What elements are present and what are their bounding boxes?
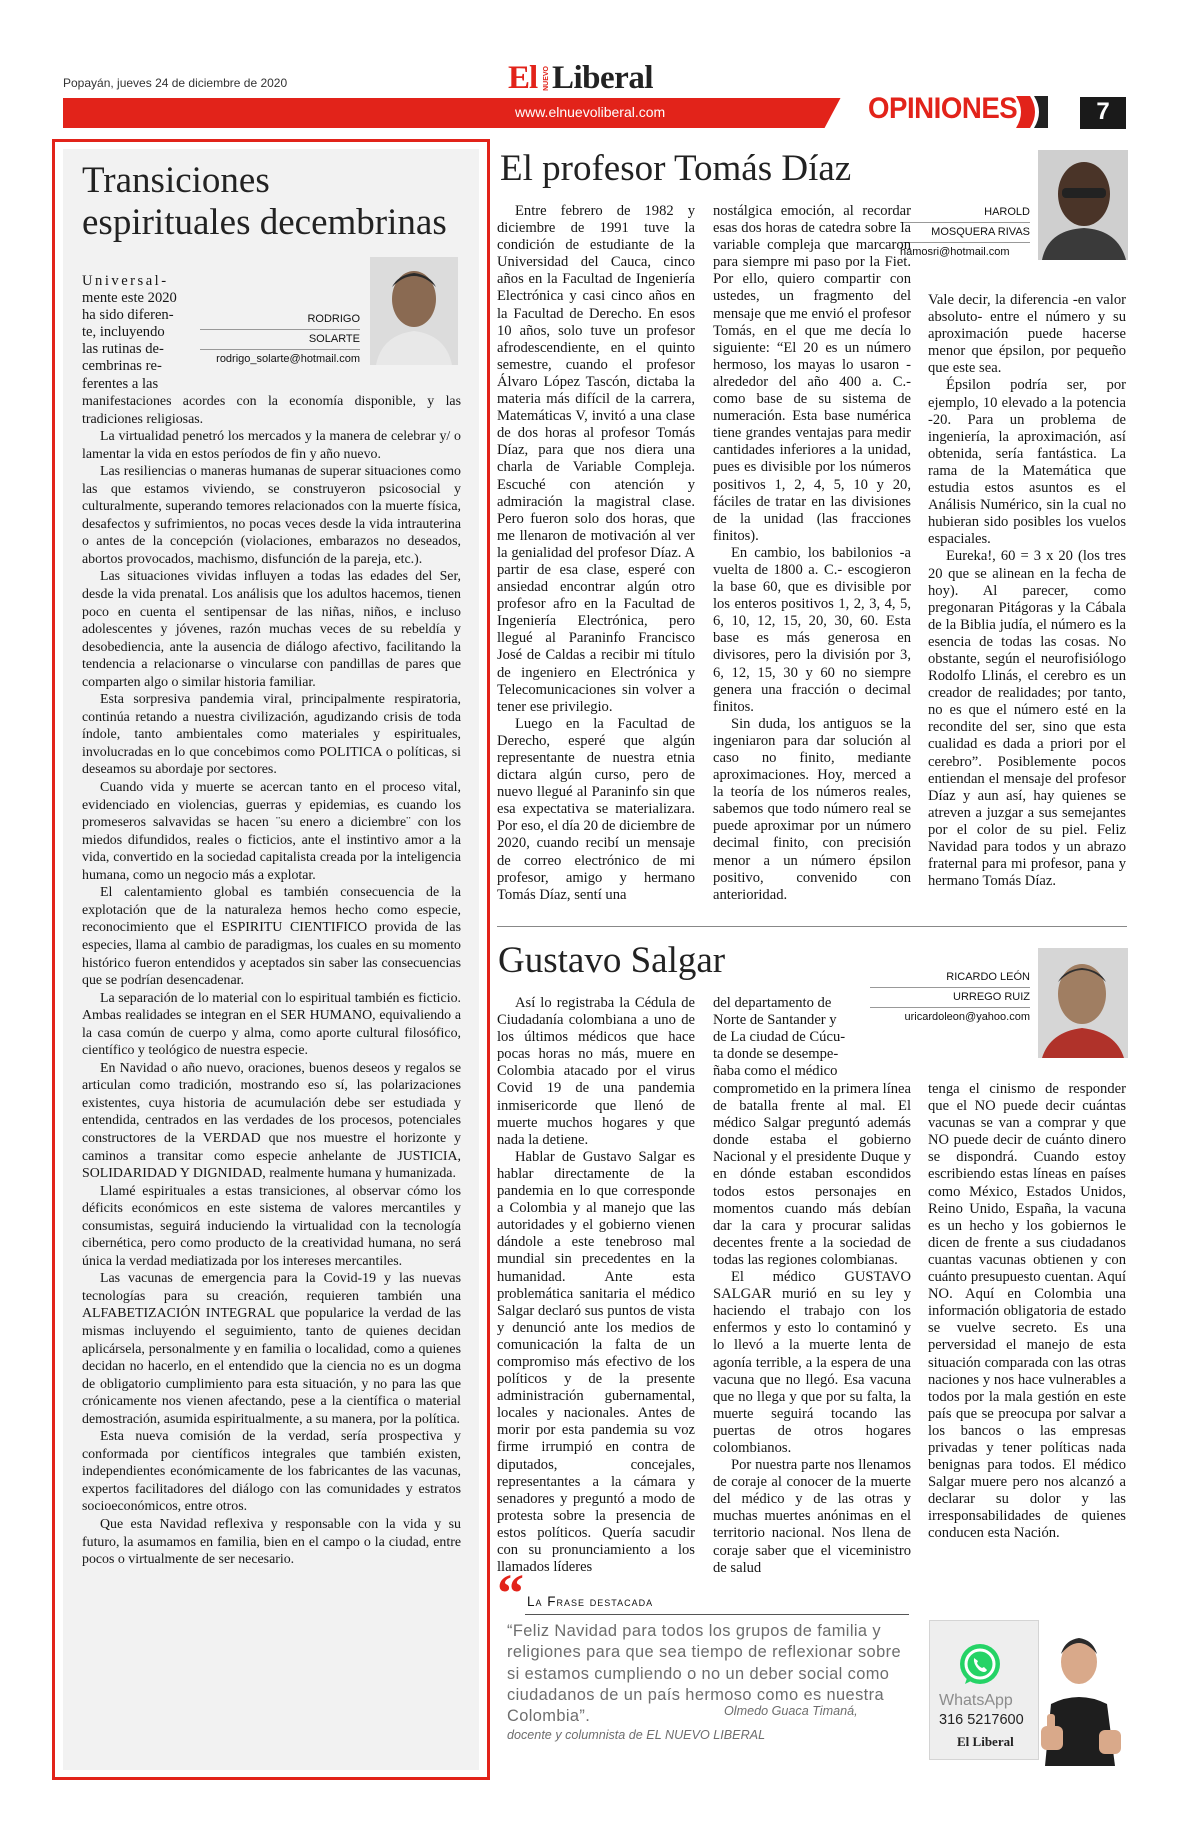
- paragraph: El calentamiento global es también consecuencia de la explotación que de la naturaleza hemos hecho como especie, reconocimiento que el ESPIRITU CIENTIFICO provida de las especies, llama al cambio de paradigmas, los cuales en su momento histórico fueron entendidos y aceptados sin saber las consecuencias que se podrían desencadenar.: [82, 885, 461, 989]
- salgar-col-1: [497, 995, 695, 1576]
- author-email[interactable]: uricardoleon@yahoo.com: [904, 1011, 1030, 1023]
- paragraph: Esta nueva comisión de la verdad, sería prospectiva y conformada por científicos integrales que también existen, independientes económicamente de los fabricantes de las vacunas, expertos facilitadores del diálogo con las comunidades y estratos socioeconómicos, entre otros.: [82, 1429, 461, 1515]
- paragraph: Así lo registraba la Cédula de Ciudadanía colombiana a uno de los últimos médicos que hace pocas horas no más, muere en Colombia atacado por el virus Covid 19 de una pandemia inmisericorde que llenó de muerte muchos hogares y que nada la detiene.: [497, 995, 695, 1148]
- author-name-line2: MOSQUERA RIVAS: [900, 223, 1030, 243]
- author-email[interactable]: rodrigo_solarte@hotmail.com: [216, 353, 360, 365]
- left-title-line1: Transiciones: [82, 160, 270, 201]
- paragraph: Hablar de Gustavo Salgar es hablar directamente de la pandemia en lo que corresponde a Colombia y al manejo que las autoridades y el gobierno vienen dándole a este tenebroso mal mundial sin precedentes en la humanidad. Ante esta problemática sanitaria el médico Salgar declaró sus puntos de vista y denunció ante los medios de comunicación la falta de un compromiso más efectivo de los políticos y de la presente administración gubernamental, locales y nacionales. Antes de morir por esta pandemia su voz firme irrumpió en contra de diputados, concejales, representantes a la cámara y senadores y preguntó a modo de protesta sobre la presencia de estos políticos. Quería sacudir con su pronunciamiento a los llamados líderes: [497, 1148, 695, 1576]
- left-article-body: [82, 393, 461, 1569]
- section-title: OPINIONES: [868, 92, 1018, 125]
- paragraph: Eureka!, 60 = 3 x 20 (los tres 20 que se alinean en la fecha de hoy). Al parecer, como pregonaran Pitágoras y la Cábala de la Biblia judía, el número es la esencia de todas las cosas. No obstante, según el neurofisiólogo Rodolfo Llinás, el cerebro es un creador de realidades; por tanto, no es que el número esté en la recondite del ser, sino que esta cualidad es dada a priori por el cerebro”. Posiblemente pocos entiendan el mensaje del profesor Díaz y aun así, hay quienes se atreven a juzgar a sus semejantes por el color de su piel. Feliz Navidad para todos y un abrazo fraternal para mi profesor, pana y hermano Tomás Díaz.: [928, 548, 1126, 890]
- quote-rule: [525, 1614, 909, 1615]
- paragraph: manifestaciones acordes con la economía disponible, y las tradiciones religiosas.: [82, 394, 461, 427]
- author-photo-rodrigo: [370, 257, 458, 365]
- paragraph: tenga el cinismo de responder que el NO puede decir cuántas vacunas se van a comprar y que NO puede decir de cuánto dinero se dispondrá. Cuando estoy escribiendo estas líneas en países como México, Estados Unidos, Reino Unido, España, la vacuna es un hecho y los gobiernos le dicen de frente a sus ciudadanos cuantas vacunas obtienen y con cuánto presupuesto cuentan. Aquí NO. Aquí en Colombia una información obligatoria de estado se vuelve secreto. Es una perversidad el manejo de esta situación comparada con las otras naciones y nos hace vulnerables a todos por la mala gestión en este país que se preocupa por salvar a los bancos o las empresas privadas y tener políticas nada benignas para todos. El médico Salgar muere pero nos alcanzó a declarar su dolor y las irresponsabilidades de quienes conducen esta Nación.: [928, 1081, 1126, 1542]
- quote-label: La Frase destacada: [527, 1594, 654, 1609]
- lead-line: ta donde se desempe-: [713, 1046, 839, 1063]
- author-name-line2: URREGO RUIZ: [870, 988, 1030, 1008]
- paragraph: Sin duda, los antiguos se la ingeniaron para dar solución al caso no finito, mediante aproximaciones. Hoy, merced a la teoría de los números reales, sabemos que todo número real se puede aproximar por un número decimal finito, con precisión menor a un número épsilon positivo, convenido con anterioridad.: [713, 715, 911, 903]
- left-article-title: [82, 160, 482, 244]
- author-photo-harold: [1038, 150, 1128, 260]
- byline-ricardo: [870, 968, 1030, 1027]
- intro-line: Universal-: [82, 273, 169, 289]
- attribution-name: Olmedo Guaca Timaná,: [724, 1704, 858, 1718]
- salgar-article-title: Gustavo Salgar: [498, 940, 726, 981]
- byline-rodrigo: [200, 310, 360, 369]
- lead-line: Norte de Santander y: [713, 1012, 837, 1029]
- paragraph: En Navidad o año nuevo, oraciones, buenos deseos y regalos se articulan como tradición, mostrando eso sí, las polarizaciones existentes, cuya historia de acumulación debe ser estudiada y entendida, centrados en las verdades de los procesos, potenciales constructores de la VERDAD que nos muestre el horizonte y caminos a transitar como especie anhelante de JUSTICIA, SOLIDARIDAD Y DIGNIDAD, realmente humana y humanizada.: [82, 1060, 461, 1182]
- masthead-logo: [508, 62, 680, 96]
- byline-harold: [900, 203, 1030, 262]
- intro-line: ha sido diferen-: [82, 307, 174, 324]
- intro-line: mente este 2020: [82, 290, 177, 307]
- quote-box: [497, 1563, 909, 1762]
- whatsapp-ad[interactable]: [927, 1618, 1127, 1766]
- logo-el: El: [508, 60, 538, 96]
- whatsapp-phone: 316 5217600: [939, 1712, 1024, 1728]
- salgar-col-2-lead: [713, 995, 853, 1080]
- author-photo-ricardo: [1038, 948, 1128, 1058]
- paragraph: Luego en la Facultad de Derecho, esperé que algún representante de nuestra etnia dictara algún curso, pero de nuevo llegué al Paraninfo sin que esa expectativa se materializara. Por eso, el día 20 de diciembre de 2020, cuando recibí un mensaje de correo electrónico de mi profesor, amigo y hermano Tomás Díaz, sentí una: [497, 715, 695, 903]
- quote-text: “Feliz Navidad para todos los grupos de familia y religiones para que sea tiempo de reflexionar sobre si estamos cumpliendo o no un deber social como ciudadanos de un país hermoso como es nuestra Colombia”.: [507, 1622, 901, 1726]
- salgar-col-2: [713, 1081, 911, 1577]
- section-arrow-icon: [1016, 96, 1068, 128]
- section-divider: [497, 926, 1127, 927]
- intro-line: las rutinas de-: [82, 341, 164, 358]
- author-email[interactable]: hamosri@hotmail.com: [900, 246, 1010, 258]
- paragraph: Que esta Navidad reflexiva y responsable con la vida y su futuro, la asumamos en familia, bien en el campo o la ciudad, entre pocos o virtualmente de ser necesario.: [82, 1517, 461, 1568]
- intro-line: cembrinas re-: [82, 358, 162, 375]
- quote-mark-icon: “: [497, 1563, 524, 1623]
- whatsapp-icon: [957, 1642, 1003, 1688]
- paragraph: Vale decir, la diferencia -en valor absoluto- entre el número y su aproximación puede hacerse menor que épsilon, por pequeño que este sea.: [928, 292, 1126, 377]
- person-thumbs-up-icon: [1035, 1618, 1127, 1766]
- ad-logo: [957, 1734, 1014, 1750]
- author-name-line1: RODRIGO: [200, 310, 360, 330]
- header-red-band: [63, 98, 848, 128]
- paragraph: nostálgica emoción, al recordar esas dos horas de catedra sobre la variable compleja que marcaron para siempre mi paso por la Fiet. Por ello, quiero compartir con ustedes, un fragmento del mensaje que me envió el profesor Tomás, en el que me decía lo siguiente: “El 20 es un número hermoso, los mayas lo usaron -alrededor del año 400 a. C.- como base de su sistema de numeración. Esta base numérica tiene grandes ventajas para medir cantidades inferiores a la unidad, pues es divisible por los números positivos 1, 2, 4, 5, 10 y 20, fáciles de tratar en las divisiones de la unidad (las fracciones finitos).: [713, 203, 911, 544]
- logo-nuevo: NUEVO: [543, 66, 550, 91]
- paragraph: Las situaciones vividas influyen a todas las edades del Ser, desde la vida prenatal. Los análisis que los adultos hacemos, tienen poco en cuenta el sentipensar de las niñas, niños, e incluso adolescentes y jóvenes, razón muchas veces de su rebeldía y desobediencia, ante la ausencia de diálogo afectivo, facilitando la tendencia a relacionarse o vincularse con pandillas de pares que comparten algo o similar historia familiar.: [82, 569, 461, 690]
- left-title-line2: espirituales decembrinas: [82, 202, 447, 243]
- paragraph: Épsilon podría ser, por ejemplo, 10 elevado a la potencia -20. Para un problema de ingeniería, la aproximación, así obtenida, sería fantástica. La rama de la Matemática que estudia estos asuntos es el Análisis Numérico, sin la cual no hubieran sido posibles los vuelos espaciales.: [928, 377, 1126, 548]
- intro-line: te, incluyendo: [82, 324, 165, 341]
- paragraph: Cuando vida y muerte se acercan tanto en el proceso vital, evidenciado en violencias, guerras y epidemias, es cuando los promeseros salvavidas se hacen ¨su enero a diciembre¨ con los miedos difundidos, reales o ficticios, ante el instintivo amor a la vida, convertido en la sociedad capitalista creada por la inteligencia humana, como un negocio más a explotar.: [82, 780, 461, 883]
- paragraph: Las vacunas de emergencia para la Covid-19 y las nuevas tecnologías para su creación, requieren también una ALFABETIZACIÓN INTEGRAL que popularice la verdad de las mismas incluyendo el seguimiento, tanto de quienes decidan aplicársela, personalmente y en familia o localidad, como a quienes decidan no hacerlo, en el entendido que la ciencia no es un dogma de obligatorio cumplimiento para esta situación, y no para las que crónicamente nos vienen afectando, pese a la científica o material demostración, asumida espiritualmente, a su manera, por la política.: [82, 1271, 461, 1427]
- website-url[interactable]: www.elnuevoliberal.com: [515, 104, 666, 120]
- intro-line: ferentes a las: [82, 375, 159, 392]
- logo-liberal: Liberal: [552, 60, 653, 96]
- author-name-line2: SOLARTE: [200, 330, 360, 350]
- tomas-col-3: [928, 292, 1126, 890]
- left-article-intro: [82, 273, 190, 393]
- paragraph: Entre febrero de 1982 y diciembre de 1991 tuve la condición de estudiante de la Universidad del Cauca, cinco años en la Facultad de Ingeniería Electrónica y casi cinco años en la Facultad de Derecho. En esos 10 años, solo tuve un profesor afrodescendiente, en el quinto semestre, cuando el profesor Álvaro López Tascón, dictaba la materia más difícil de la carrera, Matemáticas V, invitó a una clase de dos horas al profesor Tomás Díaz, para que nos diera una charla de Variable Compleja. Escuché con atención y admiración la magistral clase. Pero fueron solo dos horas, que me llenaron de motivación al ver la genialidad del profesor Díaz. A partir de esa clase, esperé con ansiedad encontrar algún otro profesor afro en la Facultad de Ingeniería Electrónica, pero llegué al Paraninfo Francisco José de Caldas a recibir mi título de ingeniero en Electrónica y Telecomunicaciones sin volver a tener ese privilegio.: [497, 203, 695, 715]
- ad-logo-text: El Liberal: [957, 1734, 1014, 1749]
- salgar-col-3: [928, 1081, 1126, 1543]
- paragraph: El médico GUSTAVO SALGAR murió en su ley y haciendo el trabajo con los enfermos y esto lo contaminó y lo llevó a la muerte lenta de agonía terrible, a la espera de una vacuna que no llegó. Esa vacuna que no llega y que por su falta, la muerte seguirá tocando las puertas de otros hogares colombianos.: [713, 1269, 911, 1456]
- dateline: Popayán, jueves 24 de diciembre de 2020: [63, 76, 288, 90]
- author-name-line1: RICARDO LEÓN: [870, 968, 1030, 988]
- whatsapp-name: WhatsApp: [939, 1692, 1013, 1709]
- paragraph: La separación de lo material con lo espiritual también es ficticio. Ambas realidades se integran en el SER HUMANO, equivaliendo a la casa común de cuerpo y alma, como aporte cultural filosófico, científico y teológico de nuestra especie.: [82, 990, 461, 1059]
- paragraph: Por nuestra parte nos llenamos de coraje al conocer de la muerte del médico y de las otras y muchas muertes anónimas en el territorio nacional. Nos llena de coraje saber que el viceministro de salud: [713, 1457, 911, 1576]
- attribution-role: docente y columnista de EL NUEVO LIBERAL: [507, 1728, 766, 1742]
- paragraph: Llamé espirituales a estas transiciones, al observar cómo los déficits económicos en este sistema de valores mercantiles y consumistas, seguirá induciendo la virtualidad con la tecnología cibernética, pero como producto de la creatividad humana, no será única la verdad mediatizada por los intereses mercantiles.: [82, 1183, 461, 1269]
- paragraph: comprometido en la primera línea de batalla frente al mal. El médico Salgar preguntó además donde estaba el gobierno Nacional y el presidente Duque y en dónde estaban escondidos todos estos personajes en momentos cuando más debían dar la cara y procurar salidas decentes frente a la sociedad de todas las regiones colombianas.: [713, 1081, 911, 1268]
- tomas-col-2: [713, 203, 911, 904]
- paragraph: Esta sorpresiva pandemia viral, principalmente respiratoria, continúa retando a nuestra civilización, agudizando crisis de toda índole, tanto ambientales como materiales y espirituales, involucradas en lo que concebimos como POLITICA o políticas, si deseamos su abordaje por sectores.: [82, 692, 461, 778]
- page-number: 7: [1096, 98, 1110, 125]
- author-name-line1: HAROLD: [900, 203, 1030, 223]
- tomas-article-title: El profesor Tomás Díaz: [500, 148, 852, 189]
- lead-line: de La ciudad de Cúcu-: [713, 1029, 846, 1046]
- lead-line: del departamento de: [713, 995, 832, 1011]
- tomas-col-1: [497, 203, 695, 904]
- paragraph: La virtualidad penetró los mercados y la manera de celebrar y/ o lamentar la vida en estos períodos de fin y año nuevo.: [82, 429, 461, 462]
- lead-line: ñaba como el médico: [713, 1063, 838, 1080]
- paragraph: En cambio, los babilonios -a vuelta de 1800 a. C.- escogieron la base 60, que es divisible por los enteros positivos 1, 2, 3, 4, 5, 6, 10, 12, 15, 20, 30, 60. Esta base es más generosa en divisores, pero la división por 3, 6, 12, 15, 30 y 60 no siempre genera una fracción o decimal finitos.: [713, 544, 911, 715]
- paragraph: Las resiliencias o maneras humanas de superar situaciones como las que estamos viviendo, se construyeron psicosocial y culturalmente, superando temores relacionados con la muerte física, desafectos y sufrimientos, no pocas veces desde la vida intrauterina o antes de la concepción (violaciones, embarazos no deseados, abortos provocados, machismo, disfunción de la pareja, etc.).: [82, 464, 461, 567]
